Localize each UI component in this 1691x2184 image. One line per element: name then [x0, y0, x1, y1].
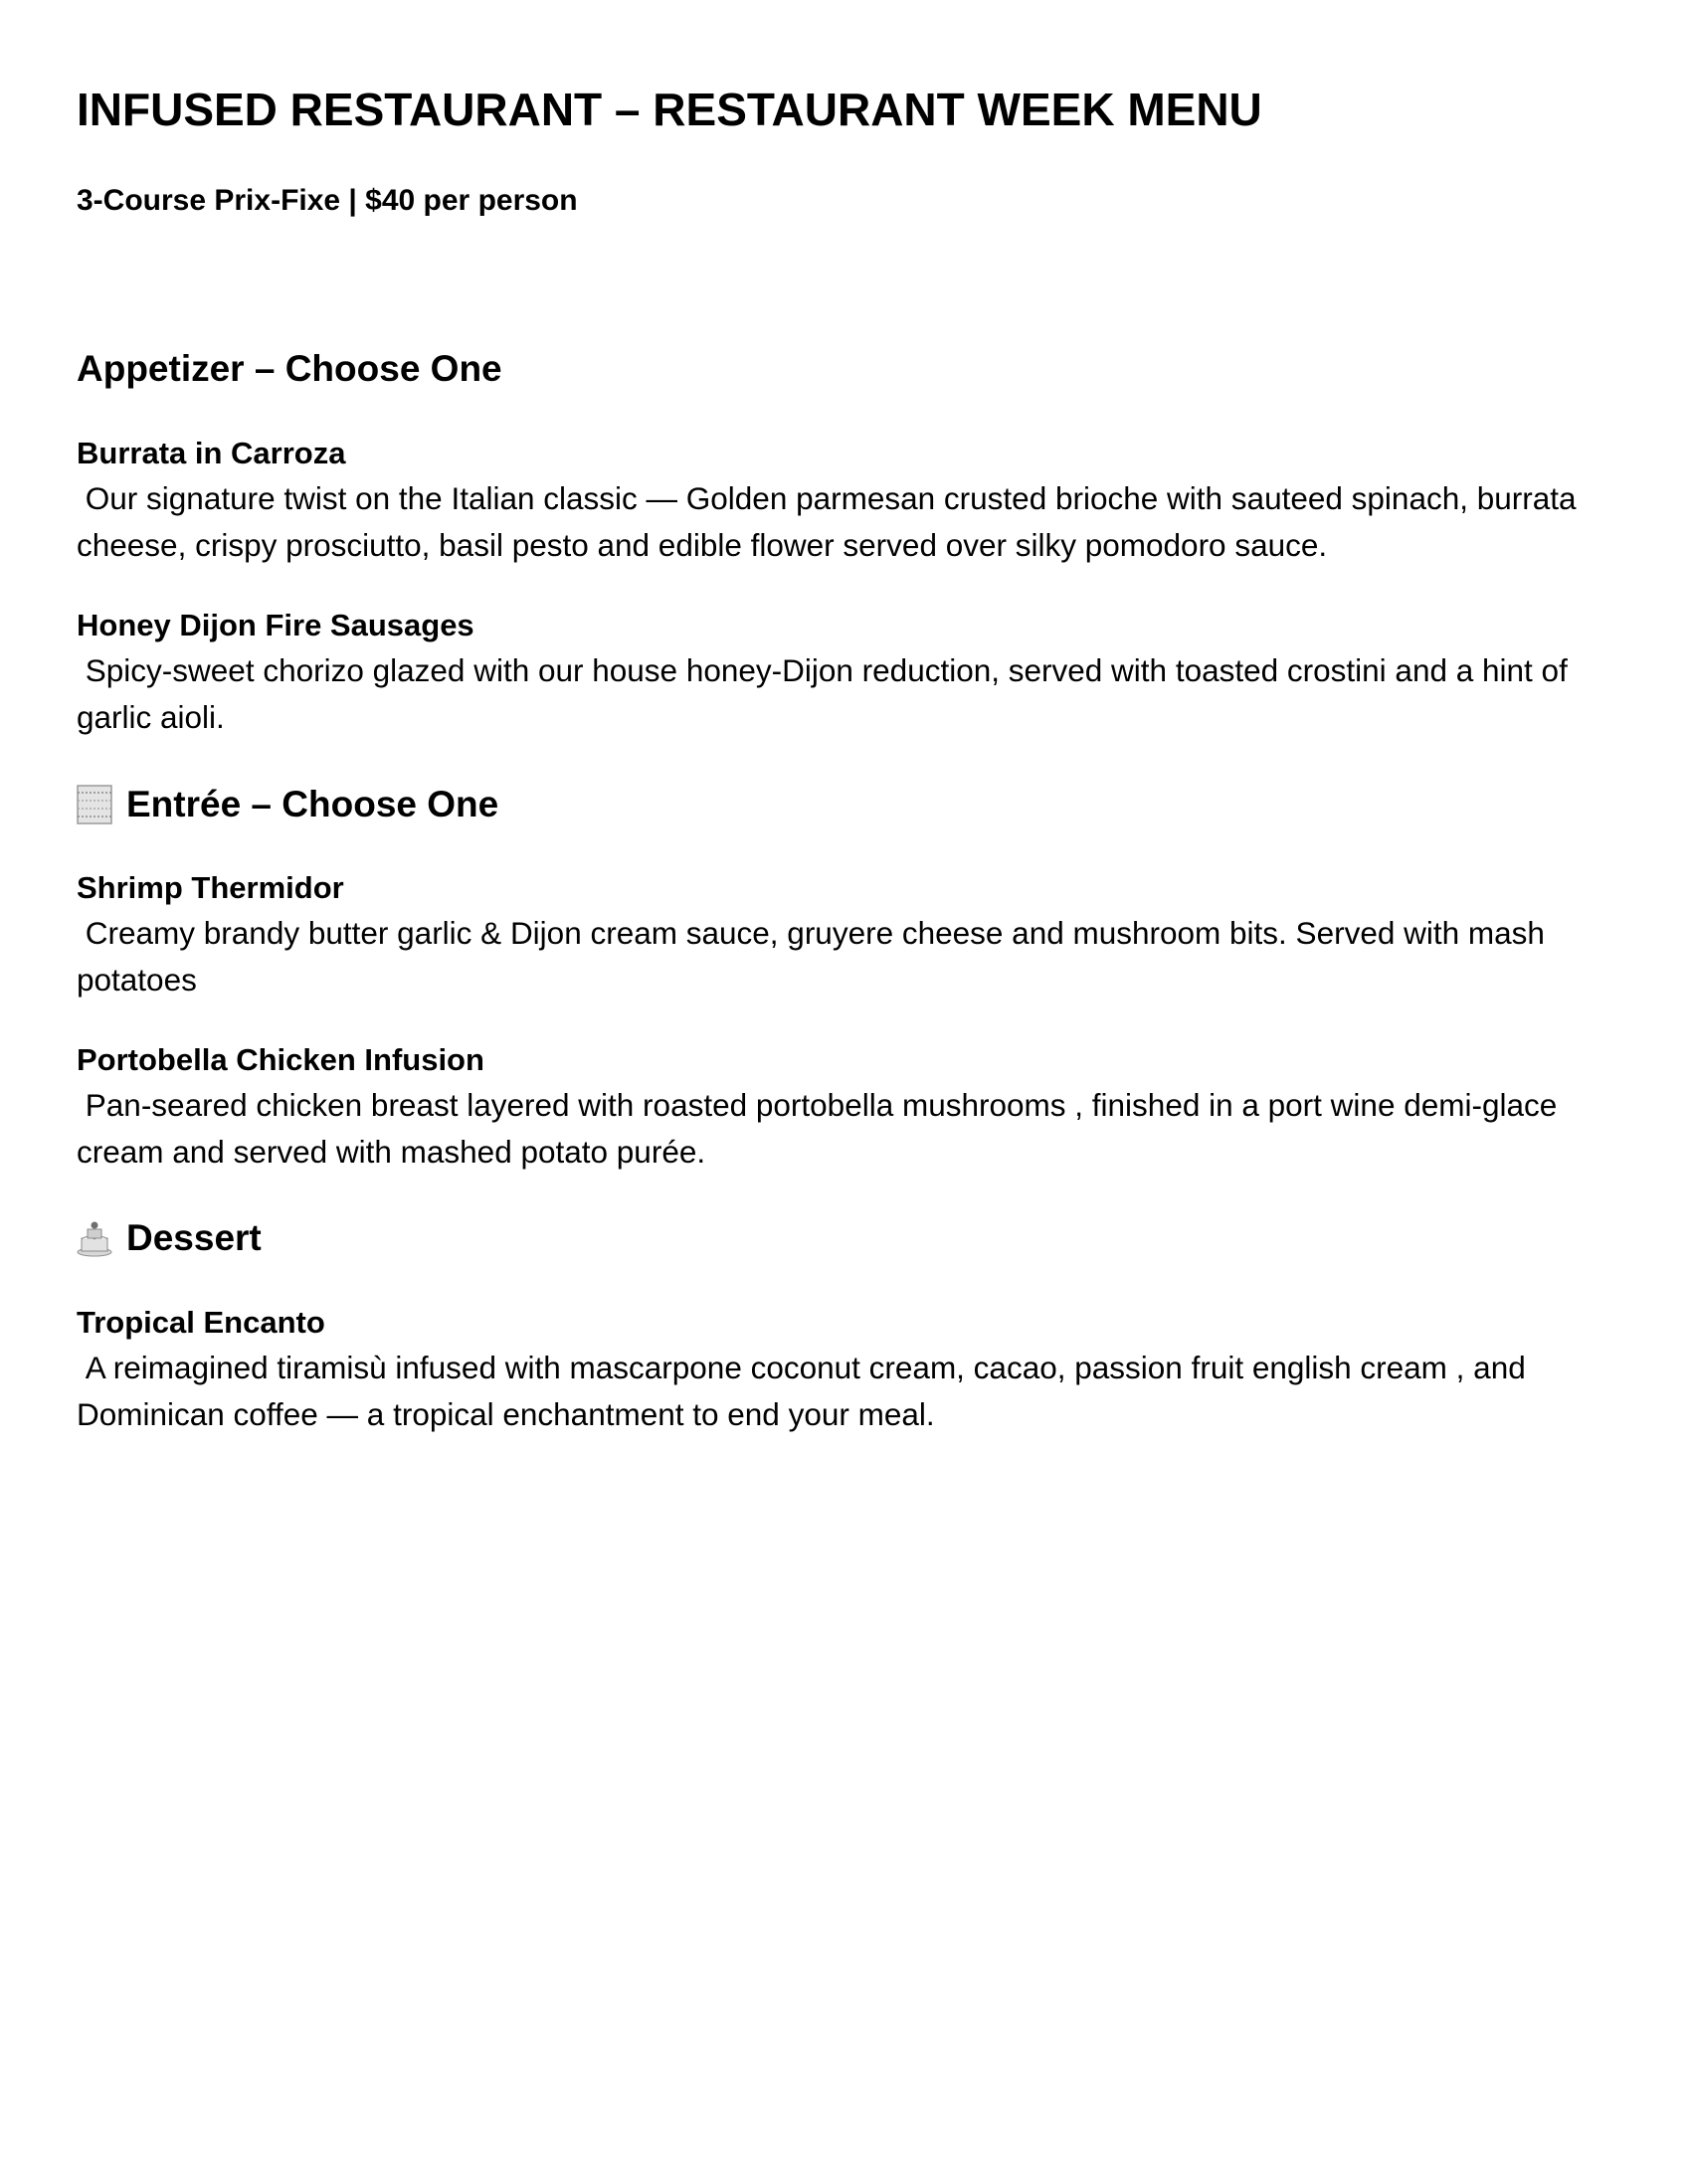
menu-item-description: Pan-seared chicken breast layered with roasted portobella mushrooms , finished in a port wine demi-glace cream and served with mashed potato purée.: [77, 1087, 1567, 1170]
cutlery-placeholder-icon: [77, 785, 112, 824]
section-heading-label: Dessert: [126, 1217, 262, 1258]
menu-item-name: Shrimp Thermidor: [77, 870, 344, 905]
menu-item-name: Burrata in Carroza: [77, 436, 346, 470]
menu-item-description: Spicy-sweet chorizo glazed with our house honey-Dijon reduction, served with toasted crostini and a hint of garlic aioli.: [77, 652, 1577, 735]
section-heading-entree: [77, 782, 498, 827]
page-title: INFUSED RESTAURANT – RESTAURANT WEEK MENU: [77, 84, 1262, 135]
menu-item-description: A reimagined tiramisù infused with mascarpone coconut cream, cacao, passion fruit english cream , and Dominican coffee — a tropical enchantment to end your meal.: [77, 1350, 1535, 1432]
menu-item-description: Our signature twist on the Italian classic — Golden parmesan crusted brioche with sauteed spinach, burrata cheese, crispy prosciutto, basil pesto and edible flower served over silky pomodoro sauce.: [77, 480, 1586, 563]
price-subtitle: 3-Course Prix-Fixe | $40 per person: [77, 184, 578, 217]
cake-icon: [77, 1218, 112, 1258]
section-heading-dessert: [77, 1215, 262, 1261]
section-heading-label: Entrée – Choose One: [126, 784, 499, 824]
section-heading-appetizer: [77, 346, 502, 392]
menu-item-name: Tropical Encanto: [77, 1305, 325, 1340]
section-heading-label: Appetizer – Choose One: [77, 348, 502, 389]
menu-item-name: Honey Dijon Fire Sausages: [77, 608, 474, 642]
menu-item-description: Creamy brandy butter garlic & Dijon cream sauce, gruyere cheese and mushroom bits. Served with mash potatoes: [77, 915, 1554, 998]
menu-item-name: Portobella Chicken Infusion: [77, 1042, 484, 1077]
